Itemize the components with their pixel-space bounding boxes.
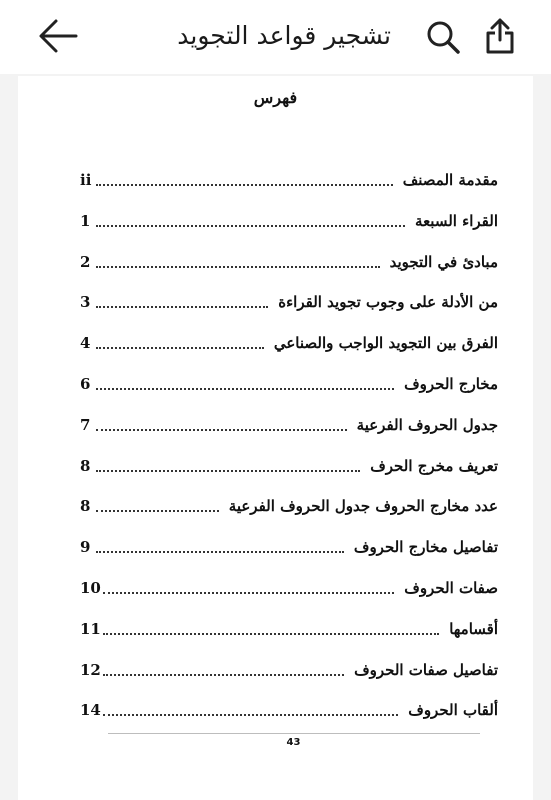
dot-leader	[96, 211, 405, 227]
toc-entry-page: 9	[80, 538, 91, 557]
toc-entry[interactable]	[80, 537, 498, 578]
toc-entry[interactable]	[80, 211, 498, 252]
toc-entry-title: الفرق بين التجويد الواجب والصناعي	[273, 334, 498, 353]
toc-entry-page: 3	[80, 293, 91, 312]
dot-leader	[96, 415, 347, 431]
toc-entry-title: ألقاب الحروف	[408, 701, 498, 720]
toc-entry-title: عدد مخارج الحروف جدول الحروف الفرعية	[228, 497, 498, 516]
toc-entry-title: من الأدلة على وجوب تجويد القراءة	[278, 293, 498, 312]
toc-entry-page: 11	[80, 619, 101, 638]
toc-entry[interactable]	[80, 619, 498, 660]
toc-entry-page: 2	[80, 252, 91, 271]
toc-entry[interactable]	[80, 660, 498, 701]
dot-leader	[96, 537, 344, 553]
toc-entry-page: 8	[80, 497, 91, 516]
toc-entry-title: تفاصيل مخارج الحروف	[353, 538, 498, 557]
toc-entry-page: 6	[80, 374, 91, 393]
toc-entry-page: 4	[80, 334, 91, 353]
dot-leader	[96, 456, 360, 472]
toc-entry-page: 1	[80, 211, 91, 230]
index-heading: فهرس	[253, 88, 298, 107]
toc-entry-page: ii	[80, 171, 92, 189]
toc-entry-title: تعريف مخرج الحرف	[370, 456, 498, 475]
toc-entry-title: مبادئ في التجويد	[389, 252, 498, 271]
dot-leader	[96, 374, 394, 390]
toc-entry-page: 10	[80, 578, 101, 597]
share-icon	[484, 16, 516, 56]
dot-leader	[103, 578, 394, 594]
toc-entry[interactable]	[80, 252, 498, 293]
toc-entry-title: جدول الحروف الفرعية	[356, 415, 498, 434]
page-title: تشجير قواعد التجويد	[177, 21, 391, 50]
document-page	[18, 76, 533, 800]
search-button[interactable]	[424, 18, 462, 56]
toc-entry-page: 8	[80, 456, 91, 475]
toc-entry[interactable]	[80, 456, 498, 497]
toc-entry[interactable]	[80, 578, 498, 619]
top-app-bar	[0, 0, 551, 74]
dot-leader	[103, 700, 398, 716]
page-number: 43	[286, 737, 301, 748]
toc-entry-title: مقدمة المصنف	[402, 171, 498, 189]
toc-entry[interactable]	[80, 700, 498, 741]
dot-leader	[103, 619, 439, 635]
toc-entry-title: مخارج الحروف	[404, 374, 498, 393]
toc-entry[interactable]	[80, 333, 498, 374]
toc-entry[interactable]	[80, 170, 498, 211]
footer-divider	[108, 733, 480, 734]
toc-entry[interactable]	[80, 374, 498, 415]
arrow-left-icon	[36, 16, 80, 56]
toc-entry-page: 7	[80, 415, 91, 434]
back-button[interactable]	[36, 16, 80, 56]
toc-entry[interactable]	[80, 496, 498, 537]
dot-leader	[96, 333, 264, 349]
dot-leader	[96, 170, 393, 186]
toc-entry-page: 12	[80, 660, 101, 679]
toc-entry-title: أقسامها	[449, 619, 498, 638]
dot-leader	[96, 496, 219, 512]
toc-entry-title: القراء السبعة	[415, 211, 498, 230]
dot-leader	[103, 660, 344, 676]
share-button[interactable]	[484, 16, 516, 56]
toc-entry-title: تفاصيل صفات الحروف	[354, 660, 498, 679]
toc-entry-page: 14	[80, 701, 101, 720]
table-of-contents	[80, 170, 498, 741]
search-icon	[424, 18, 462, 56]
toc-entry-title: صفات الحروف	[404, 578, 498, 597]
toc-entry[interactable]	[80, 292, 498, 333]
dot-leader	[96, 252, 380, 268]
toc-entry[interactable]	[80, 415, 498, 456]
dot-leader	[96, 292, 268, 308]
